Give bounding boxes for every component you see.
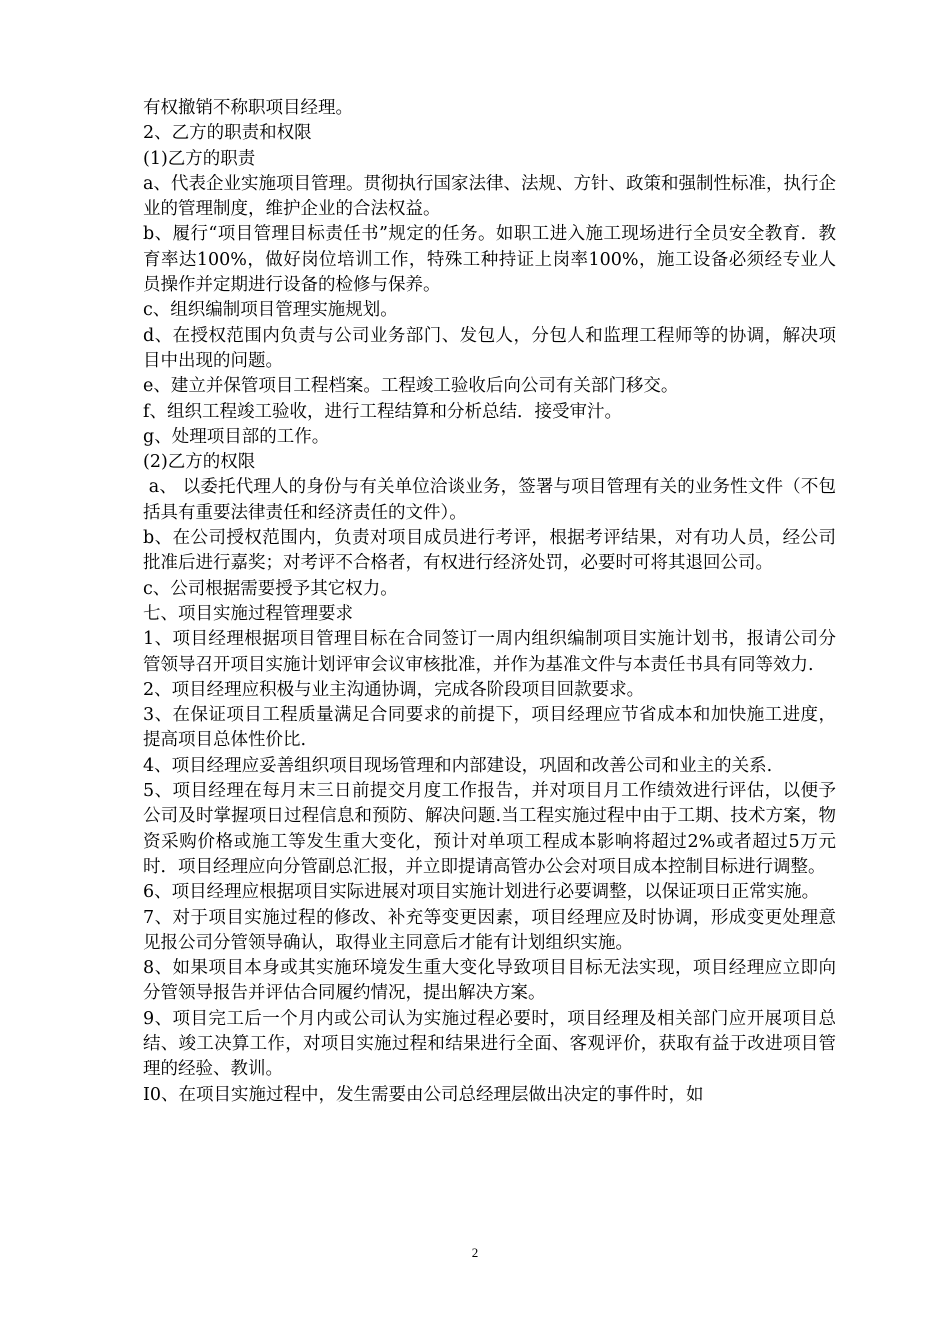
subsection-heading: (2)乙方的权限 <box>143 452 256 473</box>
paragraph: 8、如果项目本身或其实施环境发生重大变化导致项目目标无法实现，项目经理应立即向分管领导报告并评估合同履约情况，提出解决方案。 <box>143 958 836 1004</box>
paragraph: 1、项目经理根据项目管理目标在合同签订一周内组织编制项目实施计划书，报请公司分管领导召开项目实施计划评审会议审核批准，并作为基准文件与本责任书具有同等效力. <box>143 629 836 675</box>
paragraph: d、在授权范围内负责与公司业务部门、发包人，分包人和监理工程师等的协调，解决项目中出现的问题。 <box>143 325 836 371</box>
paragraph: 4、项目经理应妥善组织项目现场管理和内部建设，巩固和改善公司和业主的关系. <box>143 755 773 776</box>
paragraph: b、履行“项目管理目标责任书”规定的任务。如职工进入施工现场进行全员安全教育．教育率达100%，做好岗位培训工作，特殊工种持证上岗率100%，施工设备必须经专业人员操作并定期进行设备的检修与保养。 <box>143 224 836 296</box>
paragraph: c、公司根据需要授予其它权力。 <box>143 578 398 599</box>
paragraph: a、 以委托代理人的身份与有关单位洽谈业务，签署与项目管理有关的业务性文件（不包括具有重要法律责任和经济责任的文件）。 <box>143 477 836 523</box>
document-body <box>143 96 836 1108</box>
paragraph: 5、项目经理在每月末三日前提交月度工作报告，并对项目月工作绩效进行评估，以便予公司及时掌握项日过程信息和预防、解决问题.当工程实施过程中由于工期、技术方案，物资采购价格或施工等发生重大变化，预计对单项工程成本影响将超过2%或者超过5万元时．项目经理应向分管副总汇报，并立即提请高管办公会对项目成本控制目标进行调整。 <box>143 781 836 877</box>
paragraph: 有权撤销不称职项目经理。 <box>143 98 353 118</box>
page-number: 2 <box>471 1245 479 1260</box>
paragraph: 2、项目经理应积极与业主沟通协调，完成各阶段项目回款要求。 <box>143 679 645 700</box>
paragraph: 3、在保证项目工程质量满足合同要求的前提下，项目经理应节省成本和加快施工进度，提高项目总体性价比. <box>143 705 836 751</box>
paragraph: f、组织工程竣工验收，进行工程结算和分析总结．接受审汁。 <box>143 401 622 422</box>
paragraph: e、建立并保管项目工程档案。工程竣工验收后向公司有关部门移交。 <box>143 376 679 397</box>
paragraph: 9、项目完工后一个月内或公司认为实施过程必要时，项目经理及相关部门应开展项目总结、竣工决算工作，对项目实施过程和结果进行全面、客观评价，获取有益于改进项目管理的经验、教训。 <box>143 1008 836 1080</box>
paragraph: c、组织编制项目管理实施规划。 <box>143 300 398 321</box>
paragraph: 7、对于项目实施过程的修改、补充等变更因素，项目经理应及时协调，形成变更处理意见报公司分管领导确认，取得业主同意后才能有计划组织实施。 <box>143 907 836 953</box>
paragraph: b、在公司授权范围内，负责对项目成员进行考评，根据考评结果，对有功人员，经公司批准后进行嘉奖；对考评不合格者，有权进行经济处罚，必要时可将其退回公司。 <box>143 528 836 574</box>
paragraph: 6、项目经理应根据项目实际进展对项目实施计划进行必要调整，以保证项日正常实施。 <box>143 882 820 903</box>
subsection-heading: (1)乙方的职责 <box>143 148 256 169</box>
paragraph: g、处理项目部的工作。 <box>143 426 330 447</box>
section-heading: 2、乙方的职责和权限 <box>143 123 312 144</box>
section-heading: 七、项目实施过程管理要求 <box>143 603 353 624</box>
paragraph: I0、在项目实施过程中，发生需要由公司总经理层做出决定的事件时，如 <box>143 1084 704 1105</box>
paragraph: a、代表企业实施项目管理。贯彻执行国家法律、法规、方针、政策和强制性标准，执行企业的管理制度，维护企业的合法权益。 <box>143 173 836 220</box>
